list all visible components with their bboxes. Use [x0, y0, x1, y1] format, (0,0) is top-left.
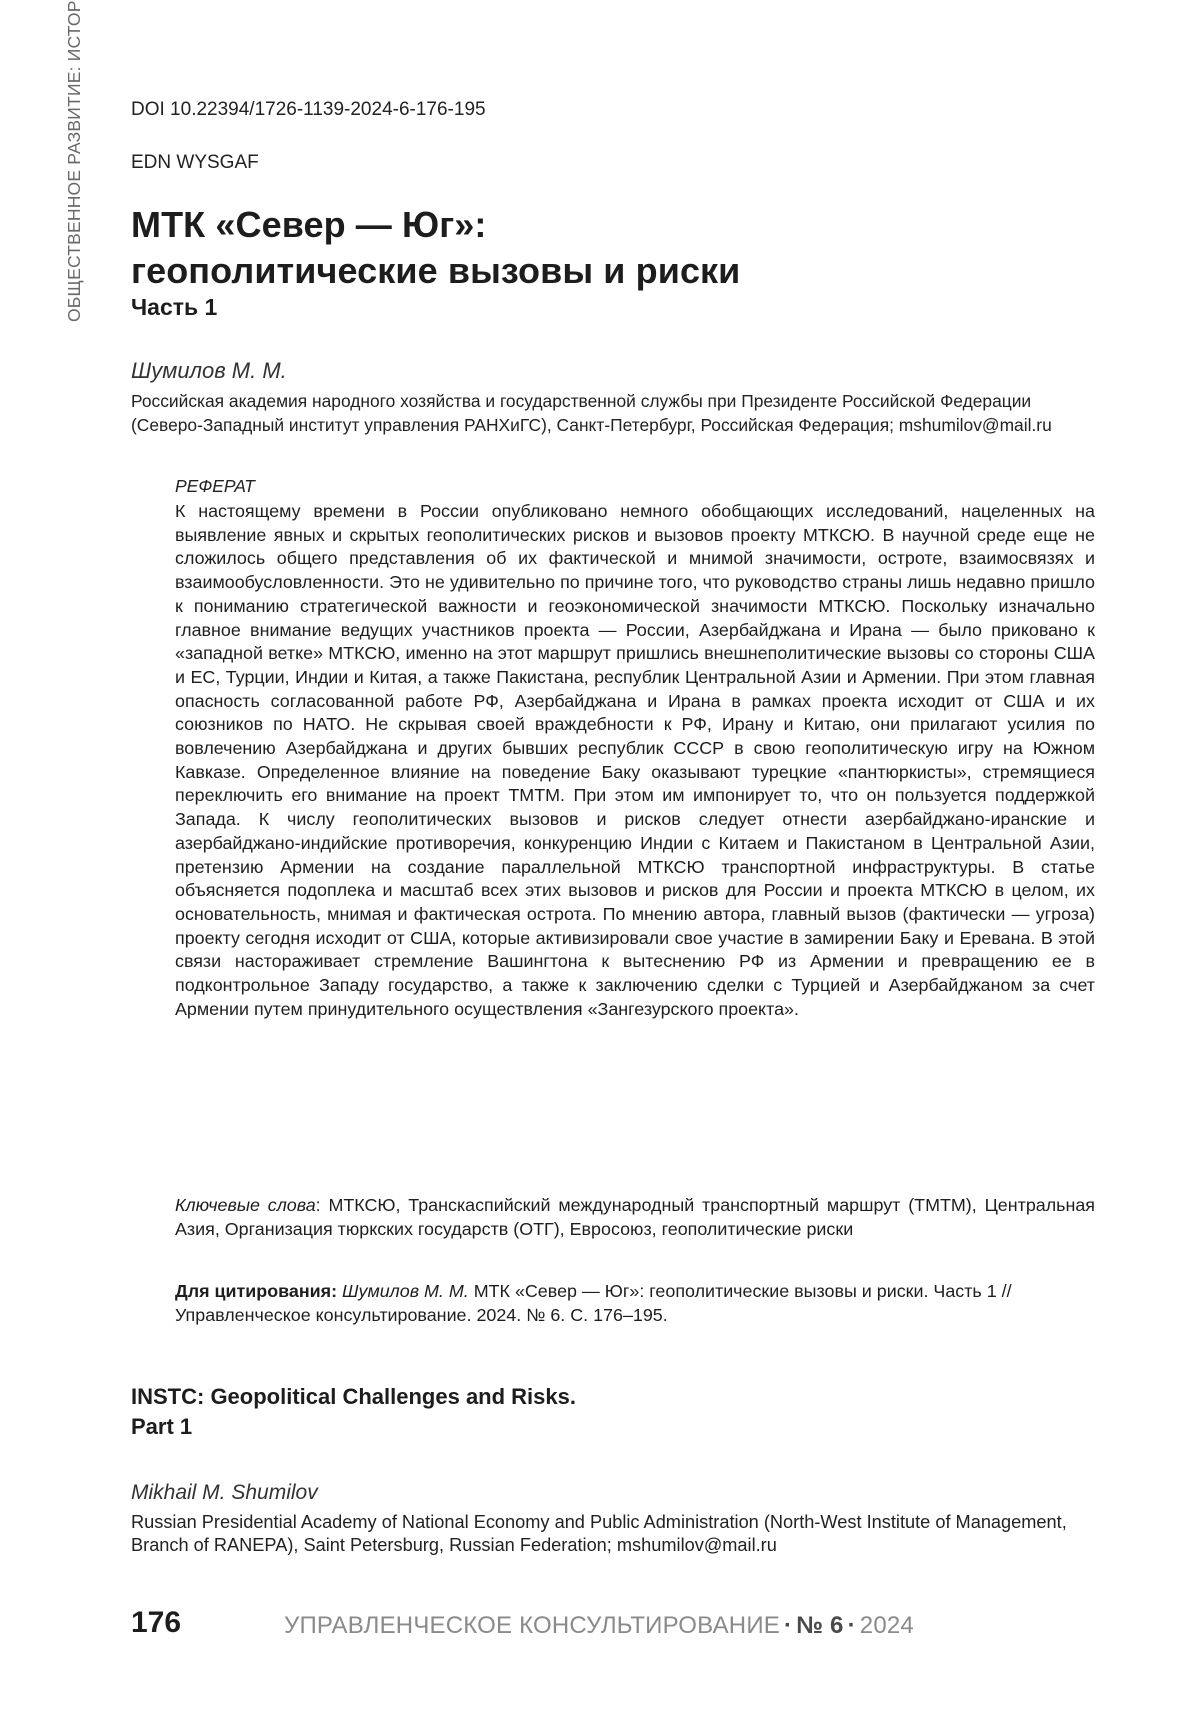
keywords-text: : МТКСЮ, Транскаспийский международный транспортный маршрут (ТМТМ), Центральная Азия, Организация тюркских государств (ОТГ), Евросоюз, геополитические риски — [175, 1195, 1095, 1239]
edn: EDN WYSGAF — [131, 152, 259, 174]
keywords-label: Ключевые слова — [175, 1195, 316, 1215]
citation-author: Шумилов М. М. — [342, 1281, 469, 1301]
author-name: Шумилов М. М. — [131, 358, 287, 384]
page-number: 176 — [131, 1606, 181, 1640]
english-title-line1: INSTC: Geopolitical Challenges and Risks. — [131, 1384, 576, 1409]
english-title — [131, 1382, 576, 1442]
journal-issue: № 6 — [796, 1612, 843, 1639]
citation-text: МТК «Север — Юг»: геополитические вызовы и риски. Часть 1 // Управленческое консультирование. 2024. № 6. С. 176–195. — [175, 1281, 1012, 1325]
english-author-name: Mikhail M. Shumilov — [131, 1481, 318, 1505]
citation — [175, 1280, 1095, 1327]
page-footer — [131, 1606, 1131, 1646]
keywords — [175, 1194, 1095, 1241]
article-title-line1: МТК «Север — Юг»: — [131, 204, 487, 245]
separator-dot: · — [844, 1612, 860, 1639]
article-title-line2: геополитические вызовы и риски — [131, 250, 740, 291]
journal-year: 2024 — [860, 1612, 914, 1639]
citation-label: Для цитирования: — [175, 1281, 337, 1301]
english-title-line2: Part 1 — [131, 1414, 192, 1439]
article-title — [131, 202, 740, 294]
author-affiliation: Российская академия народного хозяйства и государственной службы при Президенте Российской Федерации (Северо-Западный институт управления РАНХиГС), Санкт-Петербург, Российская Федерация; mshumilov@mail.ru — [131, 390, 1096, 437]
article-part: Часть 1 — [131, 294, 217, 321]
separator-dot: · — [780, 1612, 796, 1639]
english-affiliation: Russian Presidential Academy of National Economy and Public Administration (North-West Institute of Management, Branch of RANEPA), Saint Petersburg, Russian Federation; mshumilov@mail.ru — [131, 1511, 1101, 1557]
abstract-heading: РЕФЕРАТ — [175, 476, 255, 497]
abstract-text: К настоящему времени в России опубликовано немного обобщающих исследований, нацеленных на выявление явных и скрытых геополитических рисков и вызовов проекту МТКСЮ. В научной среде еще не сложилось общего представления об их фактической и мнимой значимости, остроте, взаимосвязях и взаимообусловленности. Это не удивительно по причине того, что руководство страны лишь недавно пришло к пониманию стратегической важности и геоэкономической значимости МТКСЮ. Поскольку изначально главное внимание ведущих участников проекта — России, Азербайджана и Ирана — было приковано к «западной ветке» МТКСЮ, именно на этот маршрут пришлись внешнеполитические вызовы со стороны США и ЕС, Турции, Индии и Китая, а также Пакистана, республик Центральной Азии и Армении. При этом главная опасность согласованной работе РФ, Азербайджана и Ирана в рамках проекта исходит от США и их союзников по НАТО. Не скрывая своей враждебности к РФ, Ирану и Китаю, они прилагают усилия по вовлечению Азербайджана и других бывших республик СССР в свою геополитическую игру на Южном Кавказе. Определенное влияние на поведение Баку оказывают турецкие «пантюркисты», стремящиеся переключить его внимание на проект ТМТМ. При этом им импонирует то, что он пользуется поддержкой Запада. К числу геополитических вызовов и рисков следует отнести азербайджано-иранские и азербайджано-индийские противоречия, конкуренцию Индии с Китаем и Пакистаном в Центральной Азии, претензию Армении на создание параллельной МТКСЮ транспортной инфраструктуры. В статье объясняется подоплека и масштаб всех этих вызовов и рисков для России и проекта МТКСЮ в целом, их основательность, мнимая и фактическая острота. По мнению автора, главный вызов (фактически — угроза) проекту сегодня исходит от США, которые активизировали свое участие в замирении Баку и Еревана. В этой связи настораживает стремление Вашингтона к вытеснению РФ из Армении и превращению ее в подконтрольное Западу государство, а также к заключению сделки с Турцией и Азербайджаном за счет Армении путем принудительного осуществления «Зангезурского проекта». — [175, 500, 1095, 1021]
journal-running-title — [284, 1612, 914, 1640]
journal-name: УПРАВЛЕНЧЕСКОЕ КОНСУЛЬТИРОВАНИЕ — [284, 1612, 780, 1639]
doi[interactable]: DOI 10.22394/1726-1139-2024-6-176-195 — [131, 99, 486, 121]
section-side-label-text — [64, 0, 85, 322]
